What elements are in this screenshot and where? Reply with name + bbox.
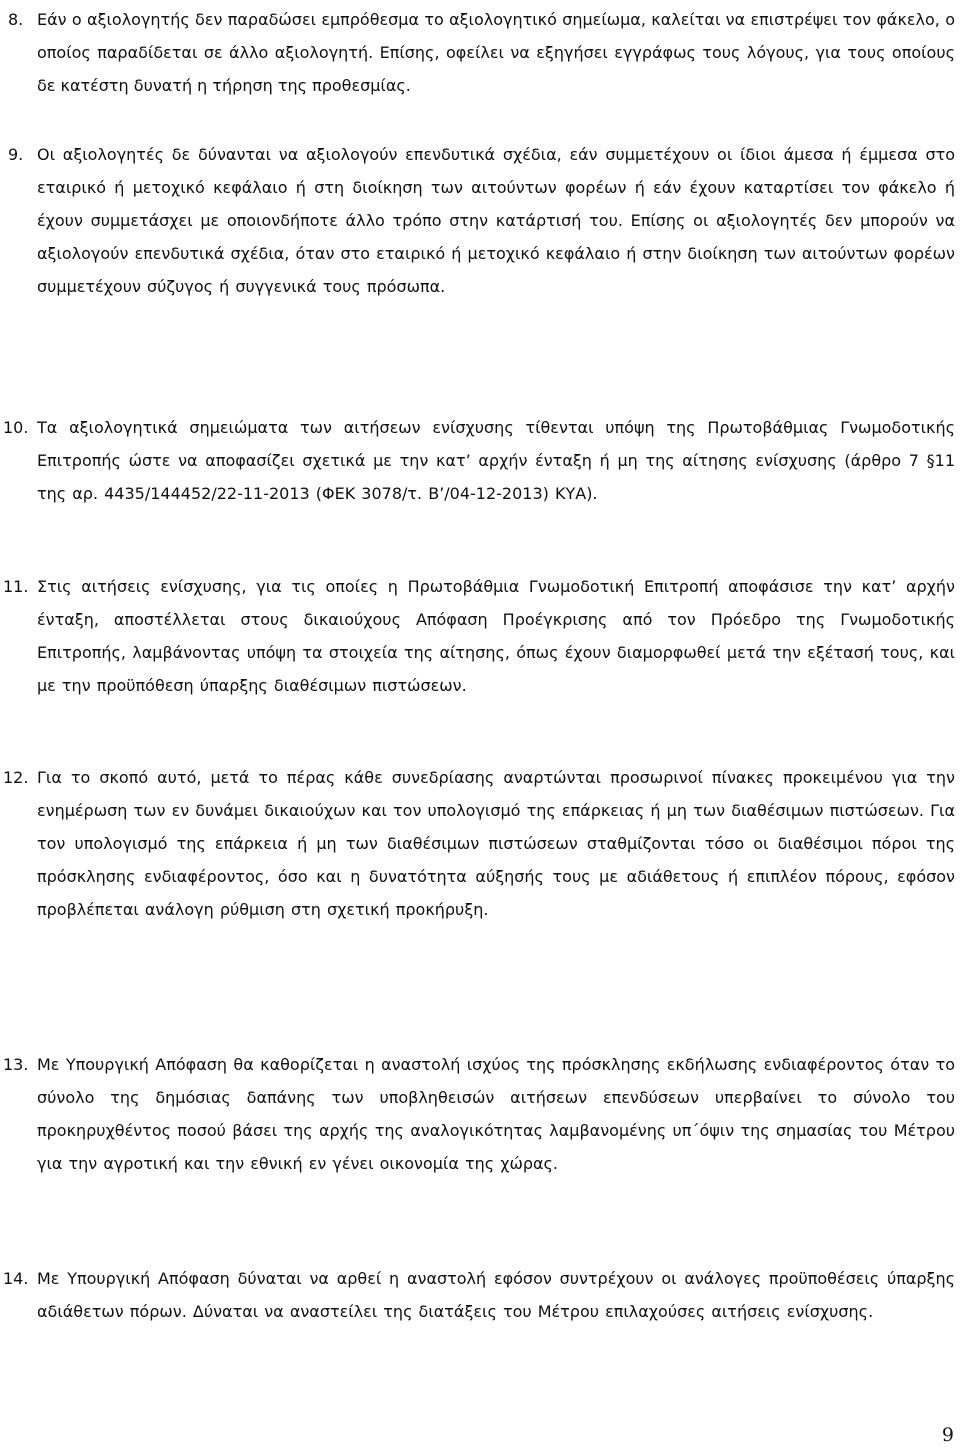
item-text: Με Υπουργική Απόφαση θα καθορίζεται η αναστολή ισχύος της πρόσκλησης εκδήλωσης ενδιαφέροντος όταν το σύνολο της δημόσιας δαπάνης των υποβληθεισών αιτήσεων επενδύσεων υπερβαίνει το σύνολο του προκηρυχθέντος ποσού βάσει της αρχής της αναλογικότητας λαμβανομένης υπ΄όψιν της σημασίας του Μέτρου για την αγροτική και την εθνική εν γένει οικονομία της χώρας.: [37, 1055, 955, 1173]
item-text: Με Υπουργική Απόφαση δύναται να αρθεί η αναστολή εφόσον συντρέχουν οι ανάλογες προϋποθέσεις ύπαρξης αδιάθετων πόρων. Δύναται να αναστείλει της διατάξεις του Μέτρου επιλαχούσες αιτήσεις ενίσχυσης.: [37, 1269, 955, 1321]
item-number: 12.: [3, 768, 29, 787]
item-number: 13.: [3, 1055, 29, 1074]
item-text: Για το σκοπό αυτό, μετά το πέρας κάθε συνεδρίασης αναρτώνται προσωρινοί πίνακες προκειμένου για την ενημέρωση των εν δυνάμει δικαιούχων και τον υπολογισμό της επάρκειας ή μη των διαθέσιμων πιστώσεων. Για τον υπολογισμό της επάρκεια ή μη των διαθέσιμων πιστώσεων σταθμίζονται τόσο οι διαθέσιμοι πόροι της πρόσκλησης ενδιαφέροντος, όσο και η δυνατότητα αύξησής τους με αδιάθετους ή επιπλέον πόρους, εφόσον προβλέπεται ανάλογη ρύθμιση στη σχετική προκήρυξη.: [37, 768, 955, 919]
item-text: Εάν ο αξιολογητής δεν παραδώσει εμπρόθεσμα το αξιολογητικό σημείωμα, καλείται να επιστρέψει τον φάκελο, ο οποίος παραδίδεται σε άλλο αξιολογητή. Επίσης, οφείλει να εξηγήσει εγγράφως τους λόγους, για τους οποίους δε κατέστη δυνατή η τήρηση της προθεσμίας.: [37, 10, 955, 95]
list-item-10: [0, 411, 960, 510]
item-number: 9.: [8, 145, 24, 164]
list-item-12: [0, 761, 960, 926]
page-number: 9: [941, 1424, 954, 1446]
list-item-14: [0, 1262, 960, 1328]
list-item-8: [0, 3, 960, 102]
item-text: Στις αιτήσεις ενίσχυσης, για τις οποίες η Πρωτοβάθμια Γνωμοδοτική Επιτροπή αποφάσισε την κατ’ αρχήν ένταξη, αποστέλλεται στους δικαιούχους Απόφαση Προέγκρισης από τον Πρόεδρο της Γνωμοδοτικής Επιτροπής, λαμβάνοντας υπόψη τα στοιχεία της αίτησης, όπως έχουν διαμορφωθεί μετά την εξέτασή τους, και με την προϋπόθεση ύπαρξης διαθέσιμων πιστώσεων.: [37, 577, 955, 695]
item-text: Τα αξιολογητικά σημειώματα των αιτήσεων ενίσχυσης τίθενται υπόψη της Πρωτοβάθμιας Γνωμοδοτικής Επιτροπής ώστε να αποφασίζει σχετικά με την κατ’ αρχήν ένταξη ή μη της αίτησης ενίσχυσης (άρθρο 7 §11 της αρ. 4435/144452/22-11-2013 (ΦΕΚ 3078/τ. Β’/04-12-2013) ΚΥΑ).: [37, 418, 955, 503]
item-text: Οι αξιολογητές δε δύνανται να αξιολογούν επενδυτικά σχέδια, εάν συμμετέχουν οι ίδιοι άμεσα ή έμμεσα στο εταιρικό ή μετοχικό κεφάλαιο ή στη διοίκηση των αιτούντων φορέων ή εάν έχουν καταρτίσει τον φάκελο ή έχουν συμμετάσχει με οποιονδήποτε άλλο τρόπο στην κατάρτισή του. Επίσης οι αξιολογητές δεν μπορούν να αξιολογούν επενδυτικά σχέδια, όταν στο εταιρικό ή μετοχικό κεφάλαιο ή στην διοίκηση των αιτούντων φορέων συμμετέχουν σύζυγος ή συγγενικά τους πρόσωπα.: [37, 145, 955, 296]
item-number: 10.: [3, 418, 29, 437]
item-number: 14.: [3, 1269, 29, 1288]
item-number: 11.: [3, 577, 29, 596]
list-item-11: [0, 570, 960, 702]
list-item-13: [0, 1048, 960, 1180]
item-number: 8.: [8, 10, 24, 29]
list-item-9: [0, 138, 960, 303]
